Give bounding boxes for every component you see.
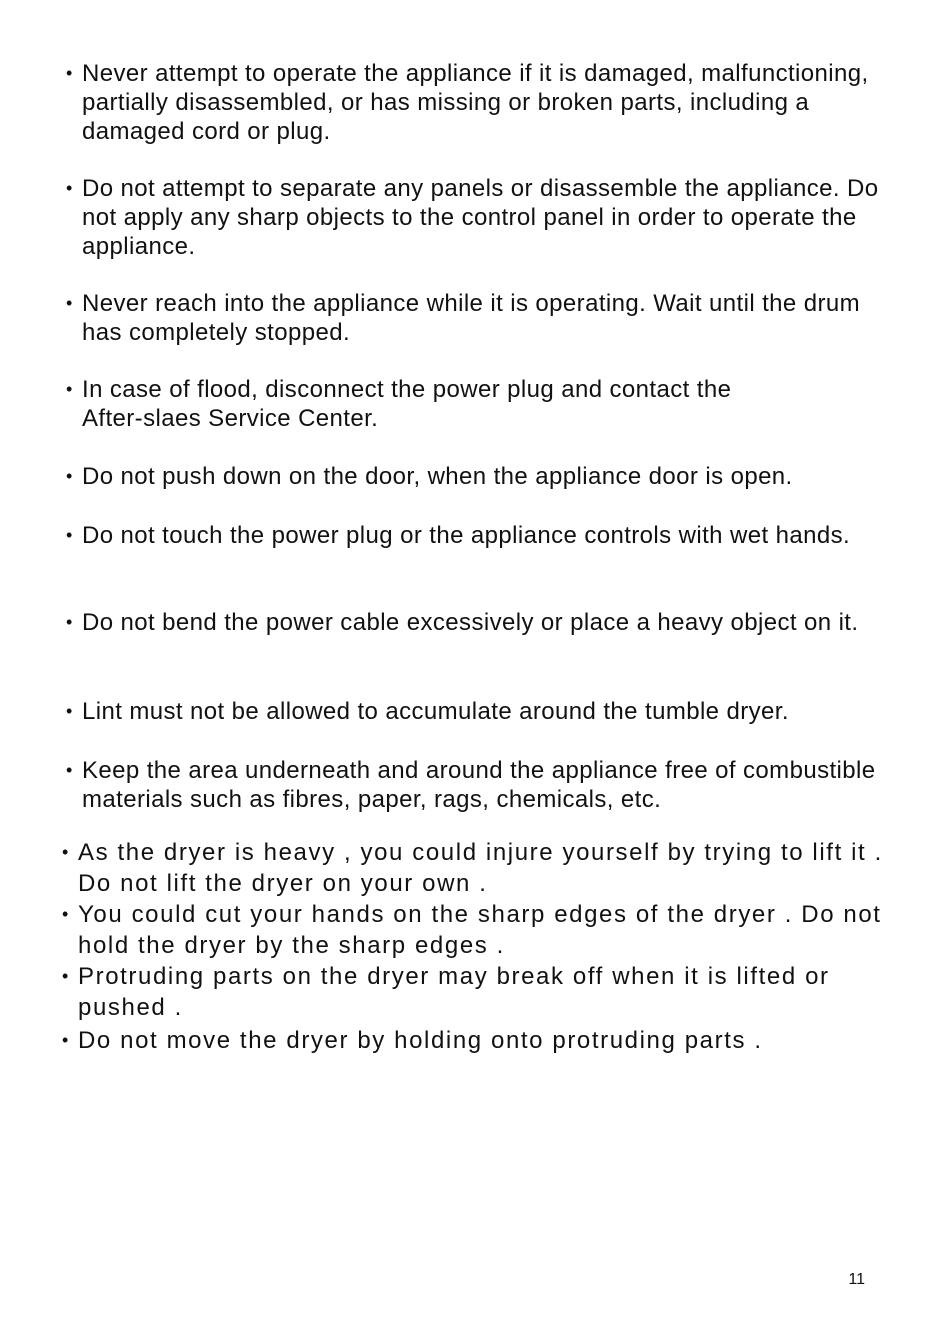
bullet: •: [66, 63, 73, 83]
item-text: You could cut your hands on the sharp edges of the dryer . Do not hold the dryer by the sharp edges .: [78, 901, 882, 959]
item-text: Lint must not be allowed to accumulate around the tumble dryer.: [82, 698, 789, 725]
bullet: •: [66, 760, 73, 780]
item-text: Do not move the dryer by holding onto protruding parts .: [78, 1027, 763, 1054]
item-text: Never attempt to operate the appliance if it is damaged, malfunctioning, partially disassembled, or has missing or broken parts, including a damaged cord or plug.: [82, 60, 869, 145]
bullet: •: [66, 612, 73, 632]
bullet: •: [62, 904, 70, 924]
safety-item-door: [66, 462, 886, 491]
page-number: 11: [848, 1271, 865, 1288]
safety-item-sharp-edges: [62, 899, 902, 961]
safety-item-lint: [66, 697, 886, 726]
bullet: •: [62, 966, 70, 986]
safety-item-combustibles: [66, 756, 886, 814]
item-text: Do not attempt to separate any panels or disassemble the appliance. Do not apply any sharp objects to the control panel in order to operate the appliance.: [82, 175, 879, 260]
bullet: •: [66, 178, 73, 198]
item-text: Do not touch the power plug or the appliance controls with wet hands.: [82, 522, 851, 549]
bullet: •: [66, 466, 73, 486]
bullet: •: [62, 842, 70, 862]
safety-item-disassemble: [66, 174, 886, 261]
item-text: As the dryer is heavy , you could injure yourself by trying to lift it . Do not lift the dryer on your own .: [78, 839, 883, 897]
bullet: •: [66, 701, 73, 721]
bullet: •: [62, 1030, 70, 1050]
safety-item-reach-into: [66, 289, 886, 347]
item-text: Do not push down on the door, when the appliance door is open.: [82, 463, 793, 490]
safety-item-protruding-move: [62, 1025, 902, 1056]
item-text: Never reach into the appliance while it is operating. Wait until the drum has completely stopped.: [82, 290, 861, 346]
safety-item-wet-hands: [66, 521, 886, 550]
bullet: •: [66, 525, 73, 545]
bullet: •: [66, 293, 73, 313]
item-text: In case of flood, disconnect the power plug and contact the After-slaes Service Center.: [82, 376, 732, 432]
safety-item-power-cable: [66, 608, 886, 637]
safety-item-heavy-dryer: [62, 837, 902, 899]
item-text: Keep the area underneath and around the appliance free of combustible materials such as fibres, paper, rags, chemicals, etc.: [82, 757, 876, 813]
safety-item-protruding-break: [62, 961, 902, 1023]
safety-item-flood: [66, 375, 886, 433]
safety-item-damaged-appliance: [66, 59, 886, 146]
item-text: Protruding parts on the dryer may break off when it is lifted or pushed .: [78, 963, 830, 1021]
bullet: •: [66, 379, 73, 399]
item-text: Do not bend the power cable excessively or place a heavy object on it.: [82, 609, 859, 636]
